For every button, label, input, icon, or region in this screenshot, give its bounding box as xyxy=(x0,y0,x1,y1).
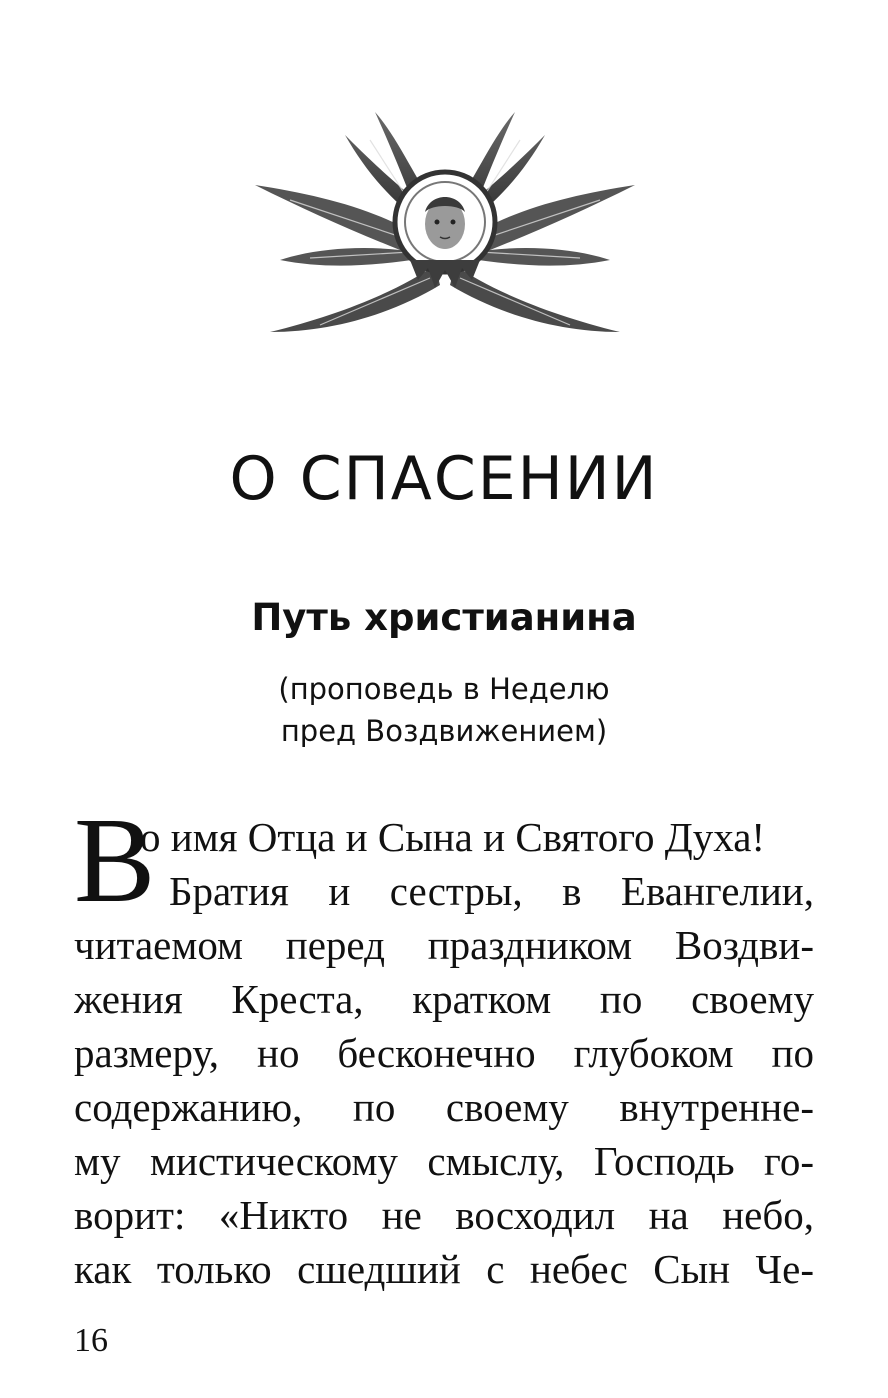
chapter-title: О СПАСЕНИИ xyxy=(229,444,659,514)
text-line: о имя Отца и Сына и Святого Духа! xyxy=(140,814,766,860)
text-line: читаемом перед праздником Воздви- xyxy=(74,922,814,968)
body-paragraph xyxy=(74,810,814,1296)
text-line: му мистическому смыслу, Господь го- xyxy=(74,1138,814,1184)
drop-cap-letter: В xyxy=(74,793,156,928)
section-title: Путь христианина xyxy=(251,596,637,639)
text-line: содержанию, по своему внутренне- xyxy=(74,1084,814,1130)
text-line: размеру, но бесконечно глубоком по xyxy=(74,1030,814,1076)
text-line: жения Креста, кратком по своему xyxy=(74,976,814,1022)
page-number: 16 xyxy=(74,1322,108,1359)
text-line: Братия и сестры, в Евангелии, xyxy=(169,868,814,914)
section-subtitle xyxy=(0,668,888,752)
text-line: ворит: «Никто не восходил на небо, xyxy=(74,1192,814,1238)
subtitle-line: пред Воздвижением) xyxy=(280,714,608,748)
seraphim-angel-icon xyxy=(250,100,640,345)
text-line: как только сшедший с небес Сын Че- xyxy=(74,1246,814,1292)
subtitle-line: (проповедь в Неделю xyxy=(278,672,610,706)
